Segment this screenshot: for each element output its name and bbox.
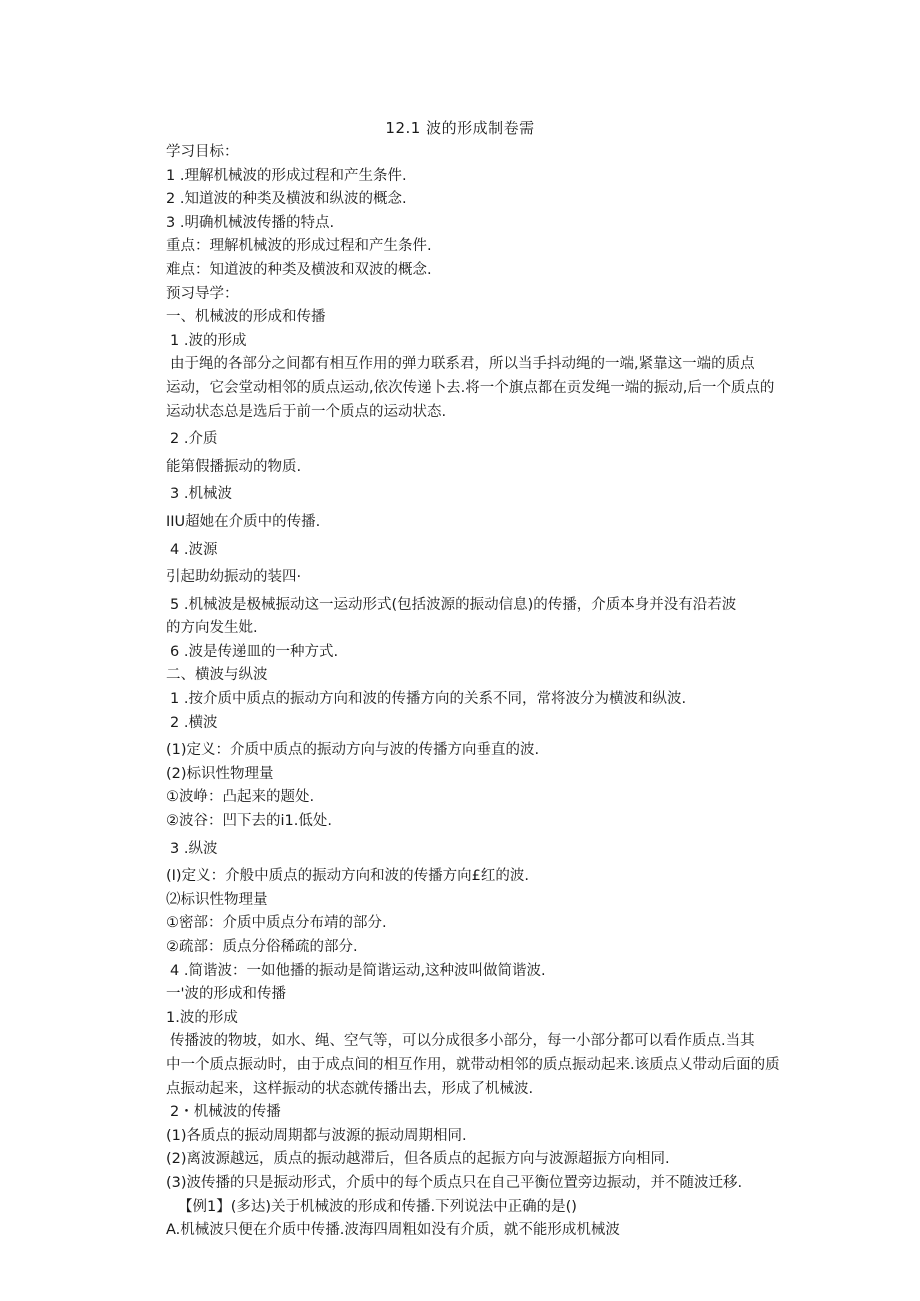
paragraph-line: 中一个质点振动时，由于成点间的相互作用，就带动相邻的质点振动起来.该质点乂带动后面的质	[166, 1056, 780, 1073]
document-body	[166, 141, 796, 1243]
document-title: 12.1 波的形成制卷需	[385, 119, 535, 137]
text-line: 能第假播振动的物质.	[166, 458, 302, 475]
text-line: 4 .简谐波：一如他播的振动是简谐运动,这种波叫做简谐波.	[170, 962, 546, 979]
text-line: 4 .波源	[170, 541, 218, 558]
text-line: (2)标识性物理量	[166, 765, 274, 782]
text-line: 3 .机械波	[170, 486, 232, 503]
paragraph-line: 运动状态总是选后于前一个质点的运动状态.	[166, 403, 447, 420]
text-line: (2)离波源越远，质点的振动越滞后，但各质点的起振方向与波源超振方向相同.	[166, 1151, 670, 1168]
section-heading: 一、机械波的形成和传播	[166, 309, 326, 326]
text-line: IIU超她在介质中的传播.	[166, 513, 321, 530]
text-line: 难点：知道波的种类及横波和双波的概念.	[166, 261, 432, 278]
section-heading: 二、横波与纵波	[166, 667, 268, 684]
text-line: ⑵标识性物理量	[166, 891, 268, 908]
text-line: 2・机械波的传播	[170, 1104, 281, 1121]
text-line: 引起助幼振动的装四·	[166, 569, 302, 586]
text-line: 1 .波的形成	[170, 332, 247, 349]
text-line: 1 .按介质中质点的振动方向和波的传播方向的关系不同，常将波分为横波和纵波.	[170, 691, 687, 708]
answer-option: A.机械波只便在介质中传播.波海四周粗如没有介质，就不能形成机械波	[166, 1222, 620, 1239]
text-line: 学习目标：	[166, 144, 239, 160]
paragraph-line: 运动，它会堂动相邻的质点运动,依次传递卜去.将一个旗点都在贡发绳一端的振动,后一个质点的	[166, 379, 775, 396]
text-line: ①密部：介质中质点分布靖的部分.	[166, 915, 387, 932]
text-line: ②波谷：凹下去的i1.低处.	[166, 813, 332, 830]
paragraph-line: 5 .机械波是极械振动这一运动形式(包括波源的振动信息)的传播，介质本身并没有沿若波	[170, 596, 737, 613]
text-line: (1)各质点的振动周期都与波源的振动周期相同.	[166, 1127, 467, 1144]
text-line: ②疏部：质点分俗稀疏的部分.	[166, 939, 358, 955]
text-line: 1.波的形成	[166, 1009, 238, 1026]
section-heading: 一'波的形成和传播	[166, 986, 286, 1003]
example-question: 【例1】(多达)关于机械波的形成和传播.下列说法中正确的是()	[178, 1198, 577, 1215]
text-line: 重点：理解机械波的形成过程和产生条件.	[166, 238, 432, 255]
text-line: ①波峥：凸起来的题处.	[166, 789, 315, 806]
text-line: 3 .明确机械波传播的特点.	[166, 214, 335, 231]
paragraph-line: 传播波的物坡，如水、绳、空气等，可以分成很多小部分，每一小部分都可以看作质点.当其	[170, 1033, 755, 1050]
text-line: 2 .横波	[170, 714, 218, 731]
text-line: 3 .纵波	[170, 840, 218, 857]
text-line: 预习导学：	[166, 285, 239, 302]
paragraph-line: 的方向发生妣.	[166, 620, 258, 637]
text-line: 6 .波是传递皿的一种方式.	[170, 643, 339, 660]
paragraph-line: 由于绳的各部分之间都有相互作用的弹力联系君，所以当手抖动绳的一端,紧靠这一端的质点	[170, 356, 755, 373]
text-line: (1)定义：介质中质点的振动方向与波的传播方向垂直的波.	[166, 742, 540, 759]
text-line: 2 .介质	[170, 431, 218, 448]
text-line: 1 .理解机械波的形成过程和产生条件.	[166, 167, 407, 184]
text-line: (3)波传播的只是振动形式，介质中的每个质点只在自己平衡位置旁边振动，并不随波迁移.	[166, 1174, 743, 1191]
text-line: 2 .知道波的种类及横波和纵波的概念.	[166, 191, 407, 208]
text-line: (I)定义：介般中质点的振动方向和波的传播方向£红的波.	[166, 868, 529, 885]
paragraph-line: 点振动起来，这样振动的状态就传播出去，形成了机械波.	[166, 1080, 534, 1097]
